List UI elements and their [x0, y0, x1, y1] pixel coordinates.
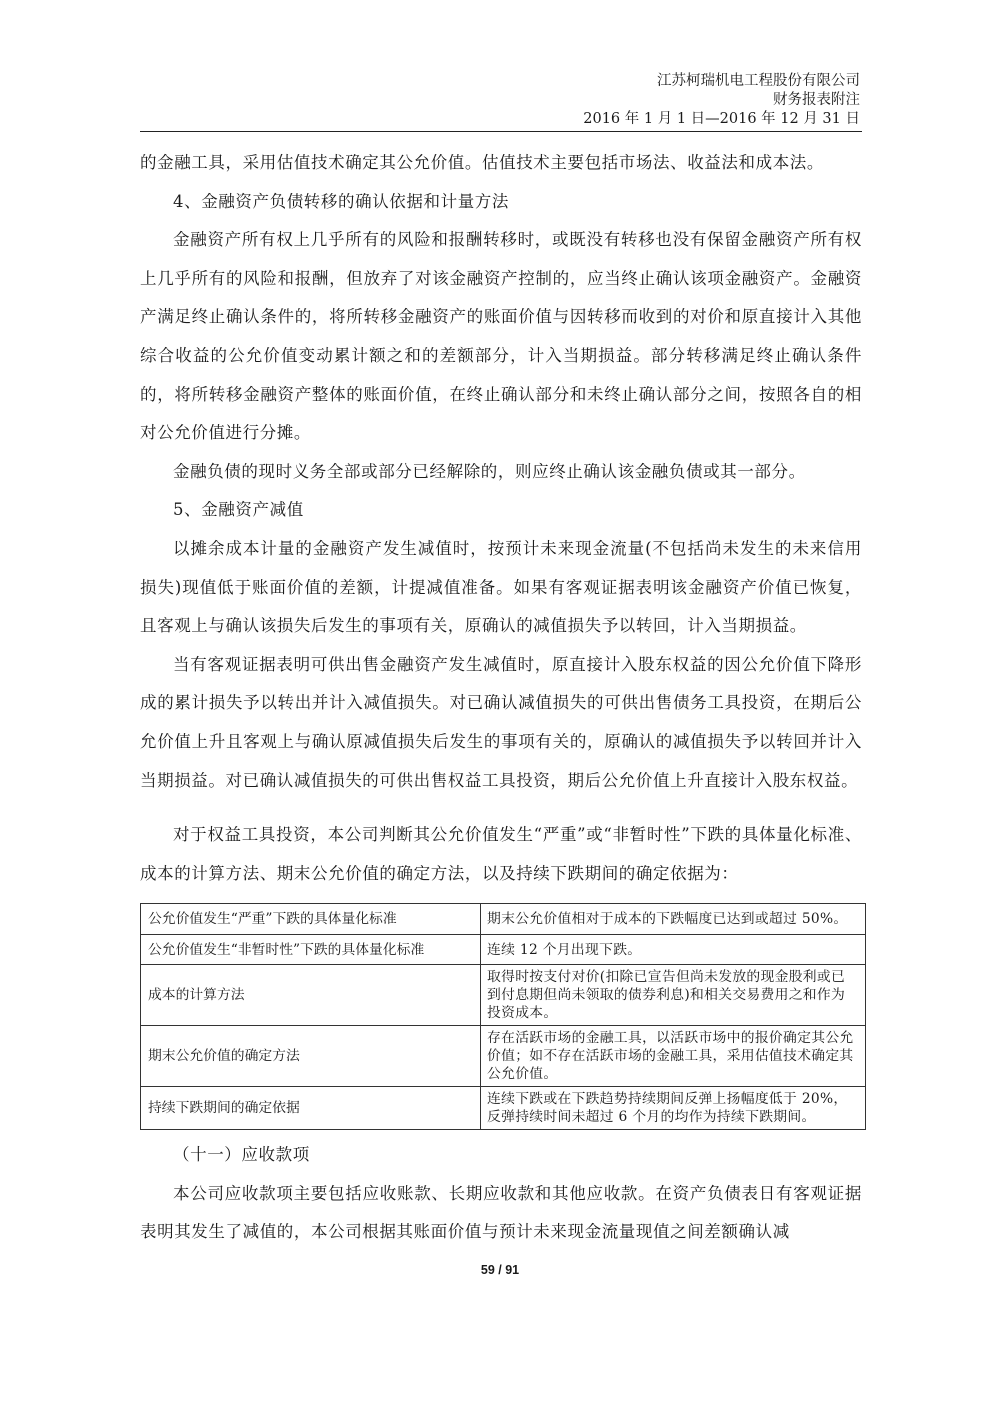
paragraph-receivables: 本公司应收款项主要包括应收账款、长期应收款和其他应收款。在资产负债表日有客观证据表明其发生了减值的，本公司根据其账面价值与预计未来现金流量现值之间差额确认减	[140, 1183, 862, 1242]
section-heading-5: 5、金融资产减值	[173, 500, 304, 520]
table-cell-value: 取得时按支付对价(扣除已宣告但尚未发放的现金股利或已到付息期但尚未领取的债券利息)和相关交易费用之和作为投资成本。	[481, 965, 866, 1026]
impairment-criteria-table	[140, 903, 866, 1130]
table-row	[141, 1087, 866, 1130]
reporting-period: 2016 年 1 月 1 日—2016 年 12 月 31 日	[583, 111, 860, 127]
table-cell-label: 公允价值发生“严重”下跌的具体量化标准	[141, 904, 481, 935]
header-divider	[140, 131, 862, 132]
paragraph-spacer	[140, 800, 862, 816]
table-cell-label: 成本的计算方法	[141, 965, 481, 1026]
section-heading-11: （十一）应收款项	[173, 1145, 310, 1165]
page-body	[140, 144, 862, 1252]
table-cell-label: 公允价值发生“非暂时性”下跌的具体量化标准	[141, 935, 481, 965]
page-number: 59 / 91	[480, 1263, 520, 1277]
table-cell-value: 连续 12 个月出现下跌。	[481, 935, 866, 965]
section-heading-4: 4、金融资产负债转移的确认依据和计量方法	[173, 191, 509, 211]
paragraph-derecognition: 金融资产所有权上几乎所有的风险和报酬转移时，或既没有转移也没有保留金融资产所有权上几乎所有的风险和报酬，但放弃了对该金融资产控制的，应当终止确认该项金融资产。金融资产满足终止确认条件的，将所转移金融资产的账面价值与因转移而收到的对价和原直接计入其他综合收益的公允价值变动累计额之和的差额部分，计入当期损益。部分转移满足终止确认条件的，将所转移金融资产整体的账面价值，在终止确认部分和未终止确认部分之间，按照各自的相对公允价值进行分摊。	[140, 230, 862, 443]
table-row	[141, 965, 866, 1026]
paragraph-valuation-methods: 的金融工具，采用估值技术确定其公允价值。估值技术主要包括市场法、收益法和成本法。	[140, 153, 824, 172]
paragraph-afs-impairment: 当有客观证据表明可供出售金融资产发生减值时，原直接计入股东权益的因公允价值下降形成的累计损失予以转出并计入减值损失。对已确认减值损失的可供出售债务工具投资，在期后公允价值上升且客观上与确认原减值损失后发生的事项有关的，原确认的减值损失予以转回并计入当期损益。对已确认减值损失的可供出售权益工具投资，期后公允价值上升直接计入股东权益。	[140, 654, 862, 790]
table-row	[141, 904, 866, 935]
page-header	[140, 72, 860, 129]
paragraph-liability-derecognition: 金融负债的现时义务全部或部分已经解除的，则应终止确认该金融负债或其一部分。	[173, 461, 806, 481]
document-title: 财务报表附注	[773, 92, 860, 108]
table-cell-value: 期末公允价值相对于成本的下跌幅度已达到或超过 50%。	[481, 904, 866, 935]
table-cell-label: 期末公允价值的确定方法	[141, 1026, 481, 1087]
table-row	[141, 935, 866, 965]
company-name: 江苏柯瑞机电工程股份有限公司	[657, 73, 860, 89]
paragraph-equity-criteria-intro: 对于权益工具投资，本公司判断其公允价值发生“严重”或“非暂时性”下跌的具体量化标准、成本的计算方法、期末公允价值的确定方法，以及持续下跌期间的确定依据为：	[140, 825, 862, 883]
table-cell-label: 持续下跌期间的确定依据	[141, 1087, 481, 1130]
table-cell-value: 存在活跃市场的金融工具，以活跃市场中的报价确定其公允价值；如不存在活跃市场的金融工具，采用估值技术确定其公允价值。	[481, 1026, 866, 1087]
table-cell-value: 连续下跌或在下跌趋势持续期间反弹上扬幅度低于 20%，反弹持续时间未超过 6 个月的均作为持续下跌期间。	[481, 1087, 866, 1130]
paragraph-amortized-cost-impairment: 以摊余成本计量的金融资产发生减值时，按预计未来现金流量(不包括尚未发生的未来信用损失)现值低于账面价值的差额，计提减值准备。如果有客观证据表明该金融资产价值已恢复，且客观上与确认该损失后发生的事项有关，原确认的减值损失予以转回，计入当期损益。	[140, 538, 862, 636]
table-row	[141, 1026, 866, 1087]
